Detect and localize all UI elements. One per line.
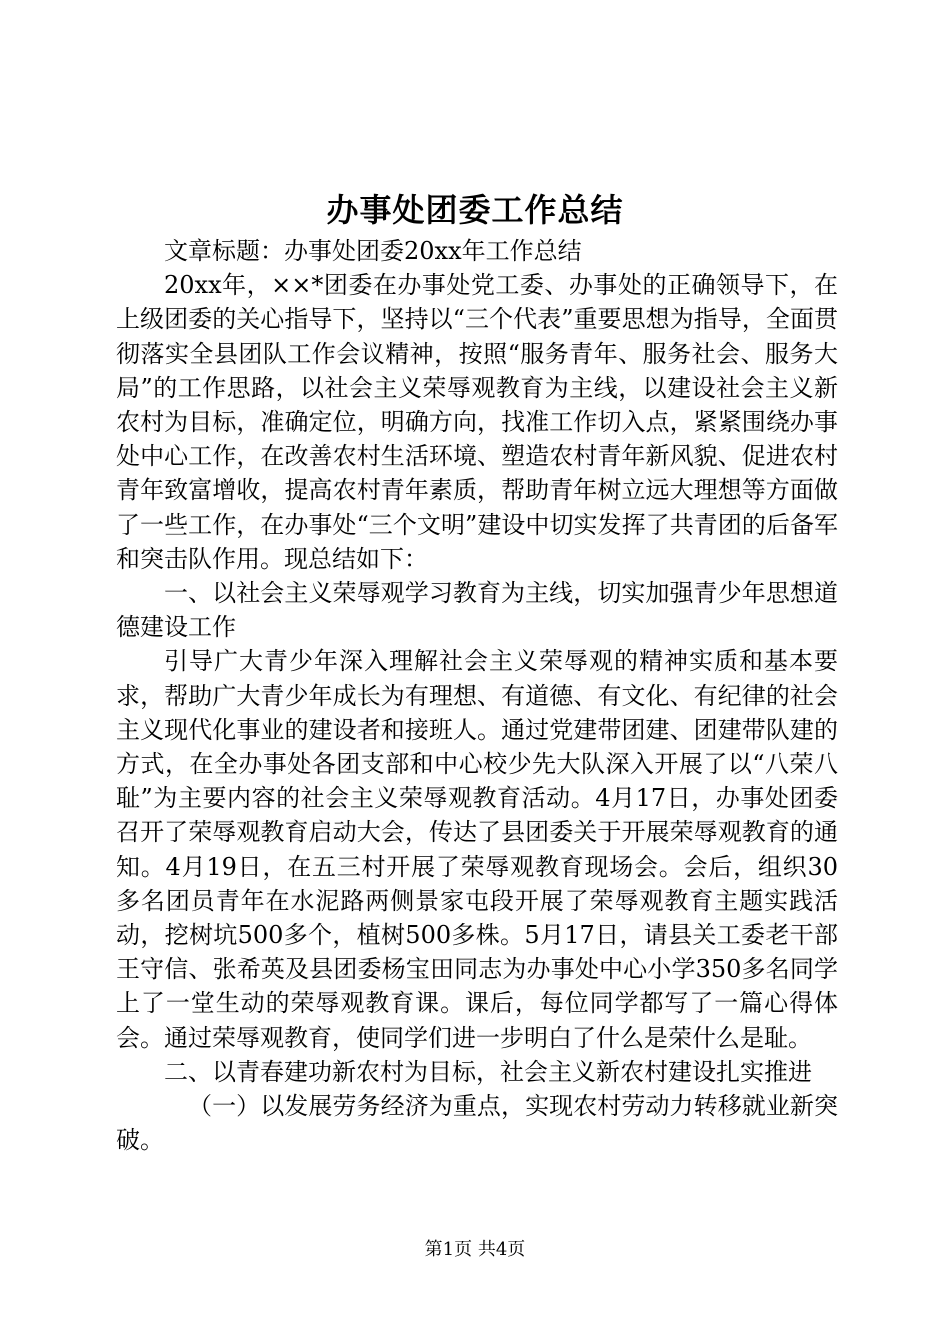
document-body (116, 234, 838, 1157)
section-heading-1: 一、以社会主义荣辱观学习教育为主线，切实加强青少年思想道德建设工作 (116, 579, 838, 642)
section-1-paragraph: 引导广大青少年深入理解社会主义荣辱观的精神实质和基本要求，帮助广大青少年成长为有理想、有道德、有文化、有纪律的社会主义现代化事业的建设者和接班人。通过党建带团建、团建带队建的方式，在全办事处各团支部和中心校少先大队深入开展了以“八荣八耻”为主要内容的社会主义荣辱观教育活动。4月17日，办事处团委召开了荣辱观教育启动大会，传达了县团委关于开展荣辱观教育的通知。4月19日，在五三村开展了荣辱观教育现场会。会后，组织30多名团员青年在水泥路两侧景家屯段开展了荣辱观教育主题实践活动，挖树坑500多个，植树500多株。5月17日，请县关工委老干部王守信、张希英及县团委杨宝田同志为办事处中心小学350多名同学上了一堂生动的荣辱观教育课。课后，每位同学都写了一篇心得体会。通过荣辱观教育，使同学们进一步明白了什么是荣什么是耻。 (116, 647, 838, 1052)
section-heading-2: 二、以青春建功新农村为目标，社会主义新农村建设扎实推进 (164, 1057, 812, 1086)
page-number-footer: 第1页 共4页 (424, 1239, 526, 1260)
intro-paragraph: 20xx年，××*团委在办事处党工委、办事处的正确领导下，在上级团委的关心指导下，坚持以“三个代表”重要思想为指导，全面贯彻落实全县团队工作会议精神，按照“服务青年、服务社会、服务大局”的工作思路，以社会主义荣辱观教育为主线，以建设社会主义新农村为目标，准确定位，明确方向，找准工作切入点，紧紧围绕办事处中心工作，在改善农村生活环境、塑造农村青年新风貌、促进农村青年致富增收，提高农村青年素质，帮助青年树立远大理想等方面做了一些工作，在办事处“三个文明”建设中切实发挥了共青团的后备军和突击队作用。现总结如下： (116, 271, 838, 573)
article-title-line: 文章标题：办事处团委20xx年工作总结 (164, 237, 582, 265)
subsection-heading-1: （一）以发展劳务经济为重点，实现农村劳动力转移就业新突破。 (116, 1092, 838, 1155)
document-title: 办事处团委工作总结 (326, 191, 624, 229)
